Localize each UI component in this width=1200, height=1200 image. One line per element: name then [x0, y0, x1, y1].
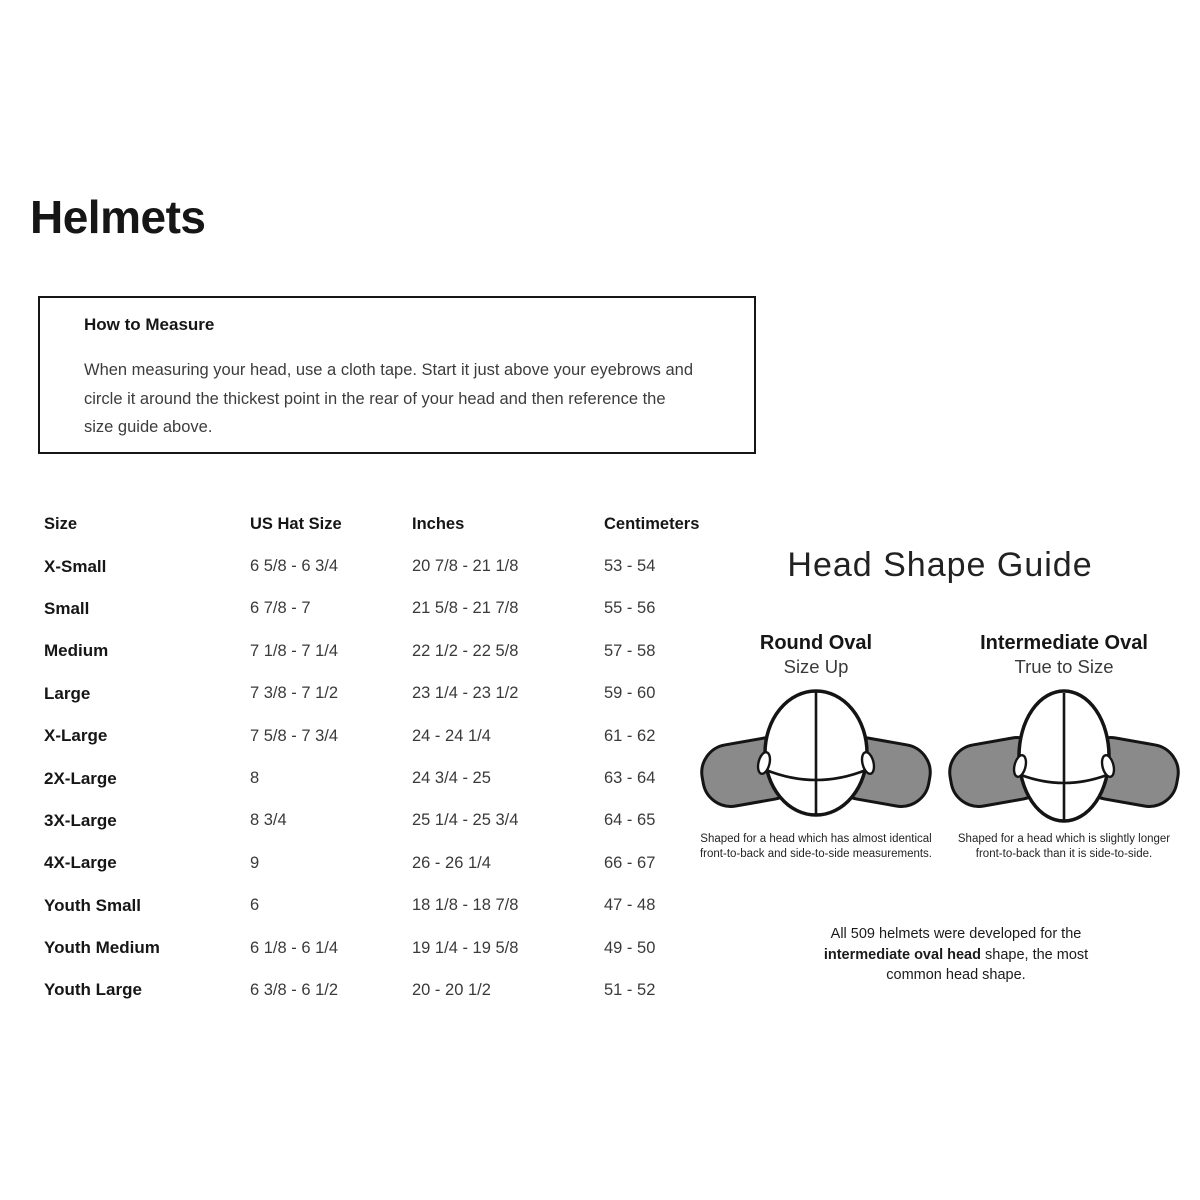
centimeters-cell: 59 - 60 [604, 684, 656, 703]
size-cell: Youth Medium [44, 938, 160, 958]
centimeters-cell: 47 - 48 [604, 896, 656, 915]
how-to-measure-body: When measuring your head, use a cloth tape. Start it just above your eyebrows and circle it around the thickest point in the rear of your head and then reference the size guide above. [84, 361, 694, 436]
centimeters-cell: 66 - 67 [604, 853, 656, 872]
size-cell: Small [44, 598, 90, 618]
note-suffix: shape, the most common head shape. [886, 946, 1089, 983]
centimeters-cell: 63 - 64 [604, 769, 656, 788]
inches-cell: 19 1/4 - 19 5/8 [412, 938, 519, 957]
head-shape-guide-title: Head Shape Guide [787, 546, 1093, 584]
centimeters-cell: 64 - 65 [604, 811, 656, 830]
size-cell: X-Small [44, 556, 107, 576]
column-header-inches: Inches [412, 514, 465, 533]
us-hat-size-cell: 7 1/8 - 7 1/4 [250, 641, 339, 660]
centimeters-cell: 61 - 62 [604, 726, 656, 745]
us-hat-size-cell: 7 3/8 - 7 1/2 [250, 684, 339, 703]
us-hat-size-cell: 6 7/8 - 7 [250, 599, 311, 618]
how-to-measure-heading: How to Measure [84, 315, 215, 334]
round-oval-head-diagram-icon [698, 685, 934, 827]
centimeters-cell: 55 - 56 [604, 599, 656, 618]
round-oval-section [698, 632, 934, 861]
centimeters-cell: 51 - 52 [604, 980, 656, 999]
shape-fit-advice: Size Up [783, 656, 849, 677]
page-title: Helmets [30, 191, 206, 243]
inches-cell: 20 7/8 - 21 1/8 [412, 557, 519, 576]
intermediate-oval-section [946, 632, 1182, 861]
inches-cell: 18 1/8 - 18 7/8 [412, 896, 519, 915]
inches-cell: 20 - 20 1/2 [412, 980, 491, 999]
how-to-measure-box [38, 296, 756, 454]
us-hat-size-cell: 6 5/8 - 6 3/4 [250, 557, 339, 576]
inches-cell: 24 - 24 1/4 [412, 726, 491, 745]
note-prefix: All 509 helmets were developed for the [830, 926, 1082, 942]
size-cell: X-Large [44, 726, 108, 746]
shape-description: Shaped for a head which is slightly longer front-to-back than it is side-to-side. [957, 833, 1171, 860]
inches-cell: 26 - 26 1/4 [412, 853, 491, 872]
us-hat-size-cell: 8 3/4 [250, 811, 287, 830]
inches-cell: 25 1/4 - 25 3/4 [412, 811, 519, 830]
shape-fit-advice: True to Size [1014, 656, 1114, 677]
us-hat-size-cell: 6 3/8 - 6 1/2 [250, 980, 339, 999]
size-cell: Youth Small [44, 895, 141, 915]
size-cell: 4X-Large [44, 853, 117, 873]
inches-cell: 24 3/4 - 25 [412, 769, 491, 788]
centimeters-cell: 53 - 54 [604, 557, 656, 576]
shape-description: Shaped for a head which has almost identical front-to-back and side-to-side measurements. [699, 833, 933, 860]
helmet-development-note [800, 924, 1112, 986]
us-hat-size-cell: 6 [250, 896, 260, 915]
column-header-centimeters: Centimeters [604, 514, 700, 533]
us-hat-size-cell: 8 [250, 769, 260, 788]
size-cell: 3X-Large [44, 810, 117, 830]
inches-cell: 23 1/4 - 23 1/2 [412, 684, 519, 703]
centimeters-cell: 49 - 50 [604, 938, 656, 957]
size-cell: Youth Large [44, 980, 142, 1000]
note-bold-text: intermediate oval head [823, 946, 981, 963]
us-hat-size-cell: 7 5/8 - 7 3/4 [250, 726, 339, 745]
size-table [44, 503, 734, 1012]
size-cell: Large [44, 683, 91, 703]
inches-cell: 22 1/2 - 22 5/8 [412, 641, 519, 660]
shape-name: Intermediate Oval [980, 632, 1148, 654]
us-hat-size-cell: 9 [250, 853, 260, 872]
column-header-size: Size [44, 514, 78, 533]
intermediate-oval-head-diagram-icon [946, 685, 1182, 827]
inches-cell: 21 5/8 - 21 7/8 [412, 599, 519, 618]
shape-name: Round Oval [759, 632, 873, 654]
us-hat-size-cell: 6 1/8 - 6 1/4 [250, 938, 339, 957]
centimeters-cell: 57 - 58 [604, 641, 656, 660]
size-cell: 2X-Large [44, 768, 117, 788]
size-cell: Medium [44, 641, 109, 661]
column-header-us-hat-size: US Hat Size [250, 514, 342, 533]
